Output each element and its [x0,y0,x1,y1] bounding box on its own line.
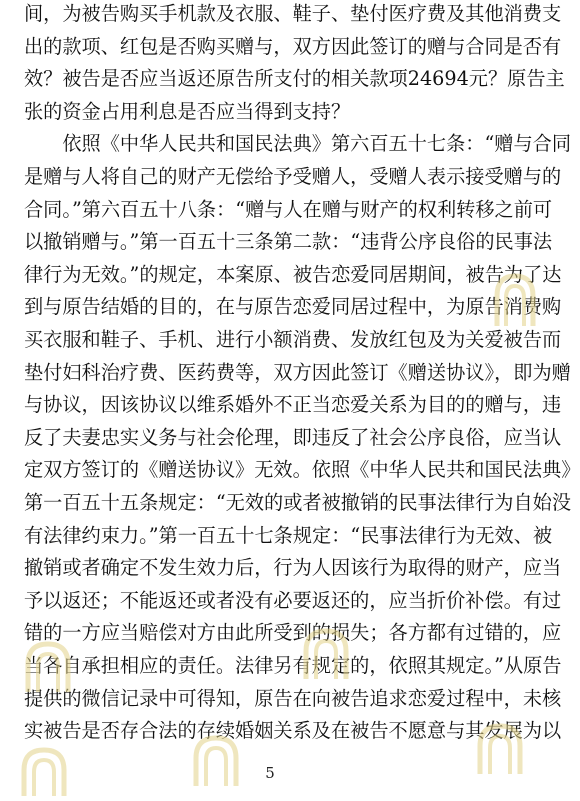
text-line: 张的资金占用利息是否应当得到支持？ [24,99,351,123]
text-line: 反了夫妻忠实义务与社会伦理，即违反了社会公序良俗，应当认 [24,425,562,449]
text-line: 买衣服和鞋子、手机、进行小额消费、发放红包及为关爱被告而 [24,328,562,351]
text-line: 效？被告是否应当返还原告所支付的相关款项24694元？原告主 [24,67,565,91]
text-line: 当各自承担相应的责任。法律另有规定的，依照其规定。”从原告 [24,654,562,677]
text-line: 依照《中华人民共和国民法典》第六百五十七条：“赠与合同 [24,132,572,156]
text-line: 律行为无效。”的规定，本案原、被告恋爱同居期间，被告为了达 [24,262,562,286]
text-line: 出的款项、红包是否购买赠与，双方因此签订的赠与合同是否有 [24,34,562,58]
watermark-logo-icon [22,636,74,698]
text-line: 垫付妇科治疗费、医药费等，双方因此签订《赠送协议》，即为赠 [24,360,571,384]
watermark-logo-icon [190,730,242,792]
page-number: 5 [265,764,275,782]
text-line: 撤销或者确定不发生效力后，行为人因该行为取得的财产，应当 [24,556,562,580]
watermark-logo-icon [300,623,352,685]
text-line: 实被告是否存合法的存续婚姻关系及在被告不愿意与其发展为以 [24,719,562,743]
text-line: 有法律约束力。”第一百五十七条规定：“民事法律行为无效、被 [24,523,553,547]
text-line: 定双方签订的《赠送协议》无效。依照《中华人民共和国民法典》 [24,458,580,482]
text-line: 以撤销赠与。”第一百五十三条第二款：“违背公序良俗的民事法 [24,230,553,254]
text-line: 间，为被告购买手机款及衣服、鞋子、垫付医疗费及其他消费支 [24,2,562,25]
watermark-logo-icon [492,266,538,336]
text-line: 第一百五十五条规定：“无效的或者被撤销的民事法律行为自始没 [24,491,572,514]
text-line: 予以返还；不能返还或者没有必要返还的，应当折价补偿。有过 [24,588,562,612]
text-line: 是赠与人将自己的财产无偿给予受赠人，受赠人表示接受赠与的 [24,165,562,188]
text-line: 合同。”第六百五十八条：“赠与人在赠与财产的权利转移之前可 [24,197,553,221]
text-line: 提供的微信记录中可得知，原告在向被告追求恋爱过程中，未核 [24,686,562,710]
text-line: 到与原告结婚的目的，在与原告恋爱同居过程中，为原告消费购 [24,295,562,319]
text-line: 错的一方应当赔偿对方由此所受到的损失；各方都有过错的，应 [24,621,562,645]
text-line: 与协议，因该协议以维系婚外不正当恋爱关系为目的的赠与，违 [24,393,562,417]
